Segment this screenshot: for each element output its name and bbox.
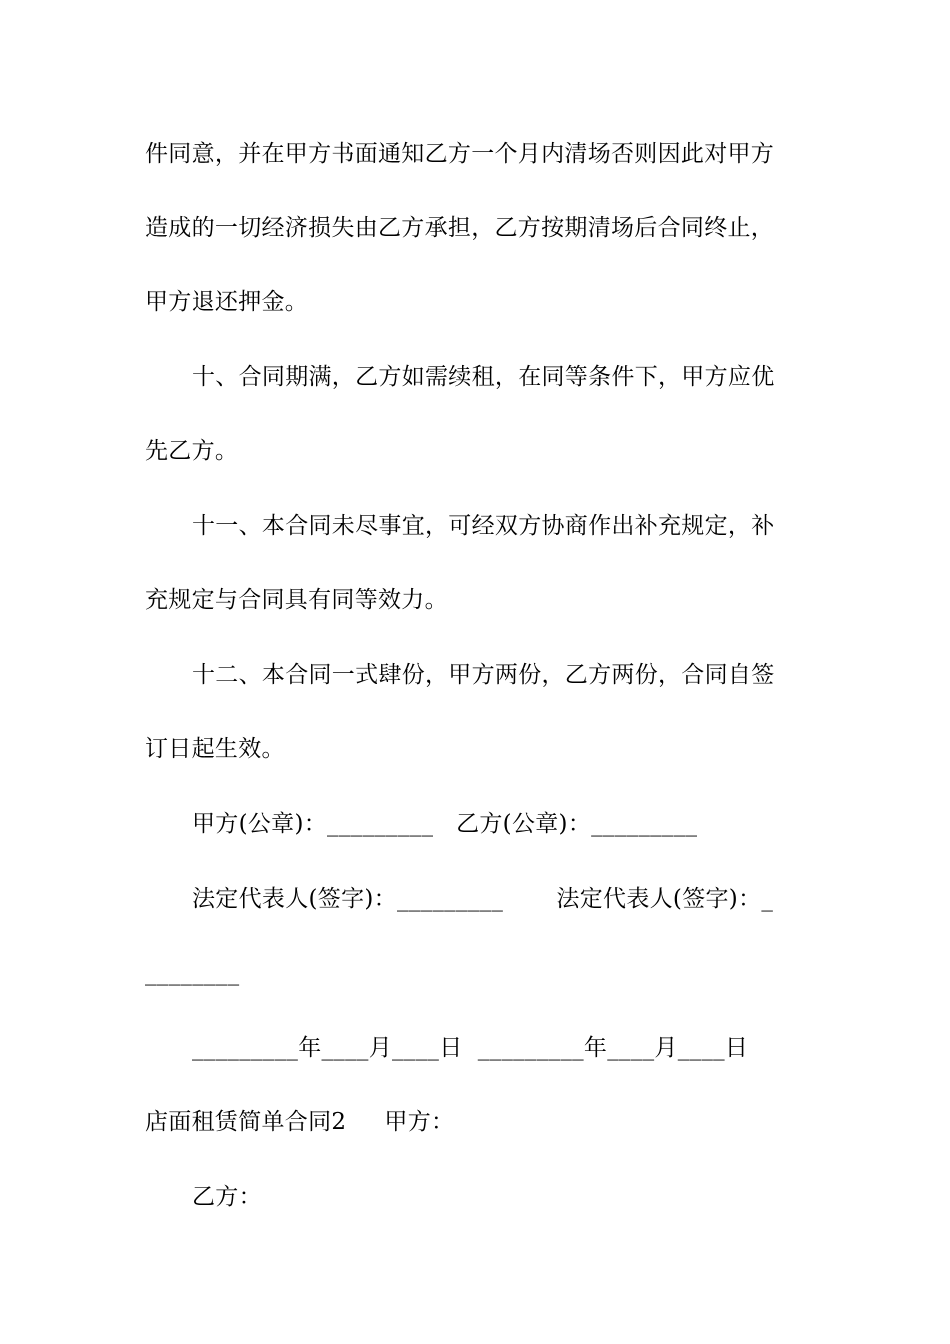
- representative-signature-line-continued: ________: [145, 960, 240, 986]
- seal-signature-line: 甲方(公章)：_________ 乙方(公章)：_________: [192, 811, 698, 837]
- clause-11-line: 十一、本合同未尽事宜，可经双方协商作出补充规定，补: [192, 513, 775, 539]
- clause-text-line: 甲方退还押金。: [145, 289, 309, 315]
- clause-11-line: 充规定与合同具有同等效力。: [145, 587, 448, 613]
- second-contract-title-line: 店面租赁简单合同2 甲方：: [145, 1109, 455, 1135]
- clause-text-line: 件同意，并在甲方书面通知乙方一个月内清场否则因此对甲方: [145, 141, 775, 167]
- clause-10-line: 十、合同期满，乙方如需续租，在同等条件下，甲方应优: [192, 364, 775, 390]
- clause-12-line: 十二、本合同一式肆份，甲方两份，乙方两份，合同自签: [192, 662, 775, 688]
- date-line: _________年____月____日 _________年____月____日: [192, 1035, 749, 1061]
- clause-12-line: 订日起生效。: [145, 736, 285, 762]
- party-b-line: 乙方：: [192, 1184, 262, 1210]
- clause-text-line: 造成的一切经济损失由乙方承担，乙方按期清场后合同终止，: [145, 215, 775, 241]
- representative-signature-line: 法定代表人(签字)：_________ 法定代表人(签字)：_: [192, 886, 774, 912]
- clause-10-line: 先乙方。: [145, 438, 239, 464]
